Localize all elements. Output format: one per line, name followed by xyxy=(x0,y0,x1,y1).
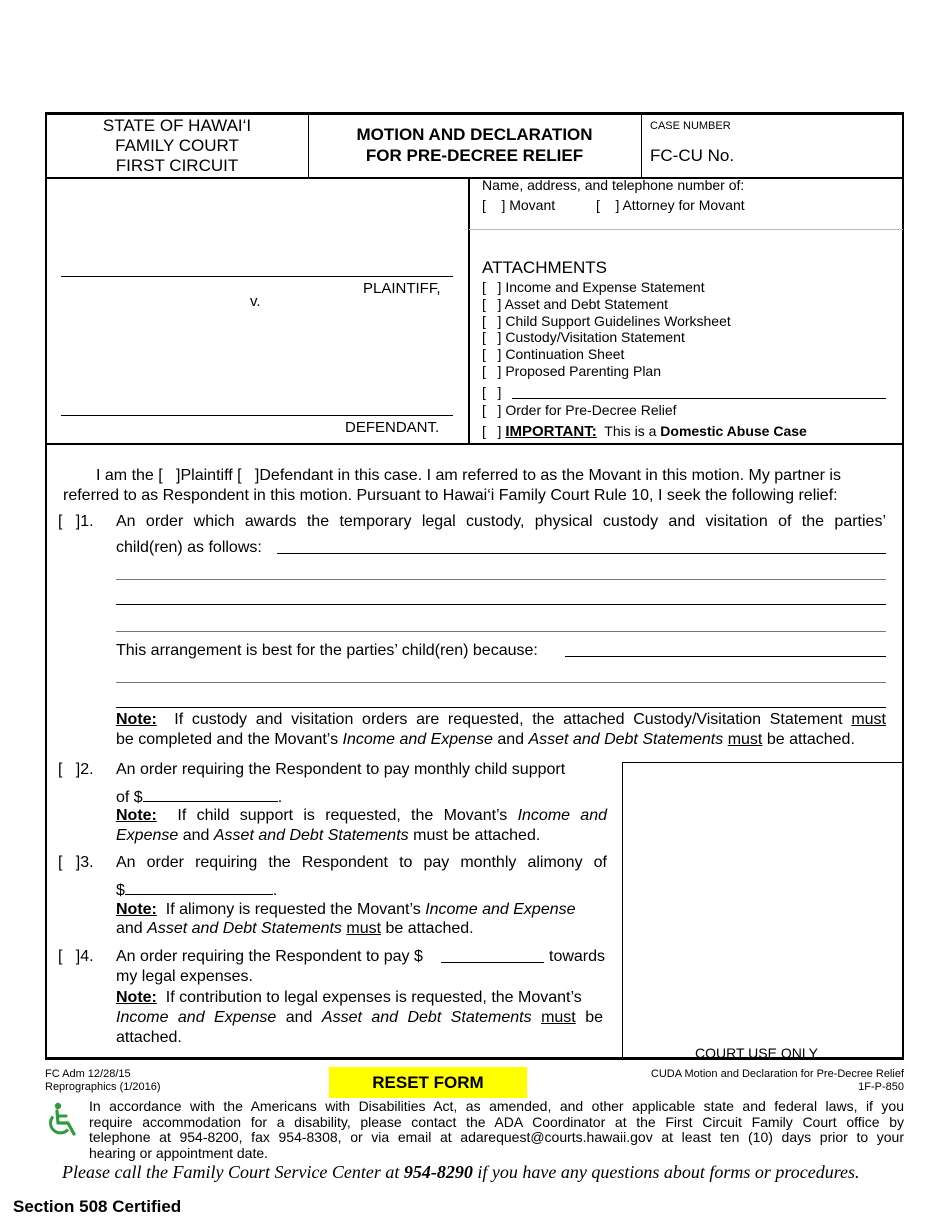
reason-field-line[interactable] xyxy=(116,682,886,683)
address-separator xyxy=(469,229,903,230)
intro-line-1: I am the [ ]Plaintiff [ ]Defendant in this case. I am referred to as the Movant in this motion. My partner is xyxy=(96,467,841,484)
parties-divider xyxy=(468,178,470,443)
item1-line-2: child(ren) as follows: xyxy=(116,539,262,556)
form-number-footer: 1F-P-850 xyxy=(858,1081,904,1093)
item4-note-line-2: Income and Expense and Asset and Debt Statements must be xyxy=(116,1009,603,1026)
state-line: STATE OF HAWAI‘I xyxy=(102,116,252,135)
defendant-checkbox[interactable]: [ ] xyxy=(237,467,260,484)
header-divider-2 xyxy=(641,113,642,178)
attachments-heading: ATTACHMENTS xyxy=(482,258,607,277)
item4-towards: towards xyxy=(549,948,606,965)
form-code xyxy=(560,1068,904,1094)
item4-line-2: my legal expenses. xyxy=(116,968,253,985)
defendant-label: DEFENDANT. xyxy=(345,419,440,436)
intro-line-2: referred to as Respondent in this motion. Pursuant to Hawai‘i Family Court Rule 10, I seek the following relief: xyxy=(63,487,838,504)
custody-field-line[interactable] xyxy=(116,604,886,605)
movant-label: Movant xyxy=(509,197,556,213)
reset-form-button[interactable]: RESET FORM xyxy=(329,1067,527,1098)
item1-line-1: An order which awards the temporary legal custody, physical custody and visitation of the parties’ xyxy=(116,513,886,530)
item2-line-1: An order requiring the Respondent to pay monthly child support xyxy=(116,761,566,778)
section-508-label: Section 508 Certified xyxy=(13,1197,182,1216)
item2-note-line-2: Expense and Asset and Debt Statements must be attached. xyxy=(116,827,541,844)
parties-bottom-rule xyxy=(46,443,903,445)
family-court-line: FAMILY COURT xyxy=(115,136,239,155)
item3-note-line-1: Note: If alimony is requested the Movant’s Income and Expense xyxy=(116,901,576,918)
best-interest-label: This arrangement is best for the parties’ child(ren) because: xyxy=(116,642,538,659)
item2-note-line-1: Note: If child support is requested, the Movant’s Income and xyxy=(116,807,608,824)
plaintiff-checkbox[interactable]: [ ] xyxy=(158,467,181,484)
item4-checkbox[interactable]: [ ]4. xyxy=(58,948,94,965)
movant-checkbox[interactable]: [ ] Movant xyxy=(482,197,556,213)
order-checkbox[interactable]: [ ] Order for Pre-Decree Relief xyxy=(482,402,677,418)
attachment-item[interactable]: [ ] Custody/Visitation Statement xyxy=(482,329,685,346)
header-bottom-rule xyxy=(46,177,903,179)
ada-notice: In accordance with the Americans with Disabilities Act, as amended, and other applicable state and federal laws, if you require accommodation for a disability, please contact the ADA Coordinator at the First Circuit Family Court office by telephone at 954-8200, fax 954-8308, or via email at adarequest@courts.hawaii.gov at least ten (10) days prior to your hearing or appointment date. xyxy=(89,1098,904,1161)
custody-field-line[interactable] xyxy=(116,579,886,580)
item4-note-line-3: attached. xyxy=(116,1029,182,1046)
item4-line-1: An order requiring the Respondent to pay $ xyxy=(116,948,423,965)
service-center-phone: 954-8290 xyxy=(403,1162,473,1182)
item3-checkbox[interactable]: [ ]3. xyxy=(58,854,94,871)
attachment-item[interactable]: [ ] Income and Expense Statement xyxy=(482,279,705,295)
domestic-abuse-checkbox[interactable]: [ ] IMPORTANT: This is a Domestic Abuse Case xyxy=(482,423,807,440)
attachments-list xyxy=(482,279,731,380)
defendant-name-line[interactable] xyxy=(61,415,453,416)
attachment-item[interactable]: [ ] Child Support Guidelines Worksheet xyxy=(482,312,731,329)
item1-checkbox[interactable]: [ ]1. xyxy=(58,513,94,530)
item3-line-1: An order requiring the Respondent to pay monthly alimony of xyxy=(116,854,607,871)
plaintiff-name-line[interactable] xyxy=(61,276,453,277)
important-label: IMPORTANT: xyxy=(505,423,597,440)
court-use-label: COURT USE ONLY xyxy=(695,1045,818,1061)
domestic-abuse-label: Domestic Abuse Case xyxy=(660,423,807,439)
service-center-notice: Please call the Family Court Service Center at 954-8290 if you have any questions about forms or procedures. xyxy=(62,1162,860,1182)
item2-checkbox[interactable]: [ ]2. xyxy=(58,761,94,778)
plaintiff-label: PLAINTIFF, xyxy=(363,280,441,297)
reason-field-line[interactable] xyxy=(116,707,886,708)
title-line-1: MOTION AND DECLARATION xyxy=(356,125,593,144)
attachment-item[interactable]: [ ] Proposed Parenting Plan xyxy=(482,362,662,379)
circuit-line: FIRST CIRCUIT xyxy=(115,156,239,175)
reason-field-line[interactable] xyxy=(565,656,886,657)
other-attachment-checkbox[interactable]: [ ] xyxy=(482,384,502,400)
attachment-item[interactable]: [ ] Continuation Sheet xyxy=(482,346,625,363)
attorney-checkbox[interactable]: [ ] Attorney for Movant xyxy=(596,197,745,213)
attachment-item[interactable]: [ ] Asset and Debt Statement xyxy=(482,295,669,312)
reprographics-id: Reprographics (1/2016) xyxy=(45,1081,161,1093)
versus-label: v. xyxy=(250,293,261,310)
item1-note-line-1: Note: If custody and visitation orders are requested, the attached Custody/Visitation Statement must xyxy=(116,711,886,728)
form-title xyxy=(308,124,641,166)
item3-dollar: $ . xyxy=(116,882,278,899)
other-attachment-line[interactable] xyxy=(512,398,886,399)
item3-note-line-2: and Asset and Debt Statements must be attached. xyxy=(116,920,474,937)
order-label: Order for Pre-Decree Relief xyxy=(505,402,677,418)
accessibility-icon xyxy=(44,1102,82,1138)
legal-expense-amount-field[interactable] xyxy=(441,962,544,963)
custody-field-line[interactable] xyxy=(116,631,886,632)
court-use-box xyxy=(622,762,903,1060)
child-support-amount-field[interactable] xyxy=(143,787,278,802)
attorney-label: Attorney for Movant xyxy=(622,197,745,213)
item4-note-line-1: Note: If contribution to legal expenses is requested, the Movant’s xyxy=(116,989,582,1006)
alimony-amount-field[interactable] xyxy=(125,880,273,895)
custody-field-line[interactable] xyxy=(277,553,886,554)
case-number-label: CASE NUMBER xyxy=(650,120,731,132)
case-number-field[interactable]: FC-CU No. xyxy=(650,146,735,165)
court-name xyxy=(46,116,308,176)
item1-note-line-2: be completed and the Movant’s Income and Expense and Asset and Debt Statements must be attached. xyxy=(116,731,855,748)
form-id: FC Adm 12/28/15 xyxy=(45,1068,131,1080)
name-address-label: Name, address, and telephone number of: xyxy=(482,177,745,193)
title-line-2: FOR PRE-DECREE RELIEF xyxy=(365,146,584,165)
form-name-footer: CUDA Motion and Declaration for Pre-Decree Relief xyxy=(650,1068,904,1080)
item2-of: of $ . xyxy=(116,789,283,806)
